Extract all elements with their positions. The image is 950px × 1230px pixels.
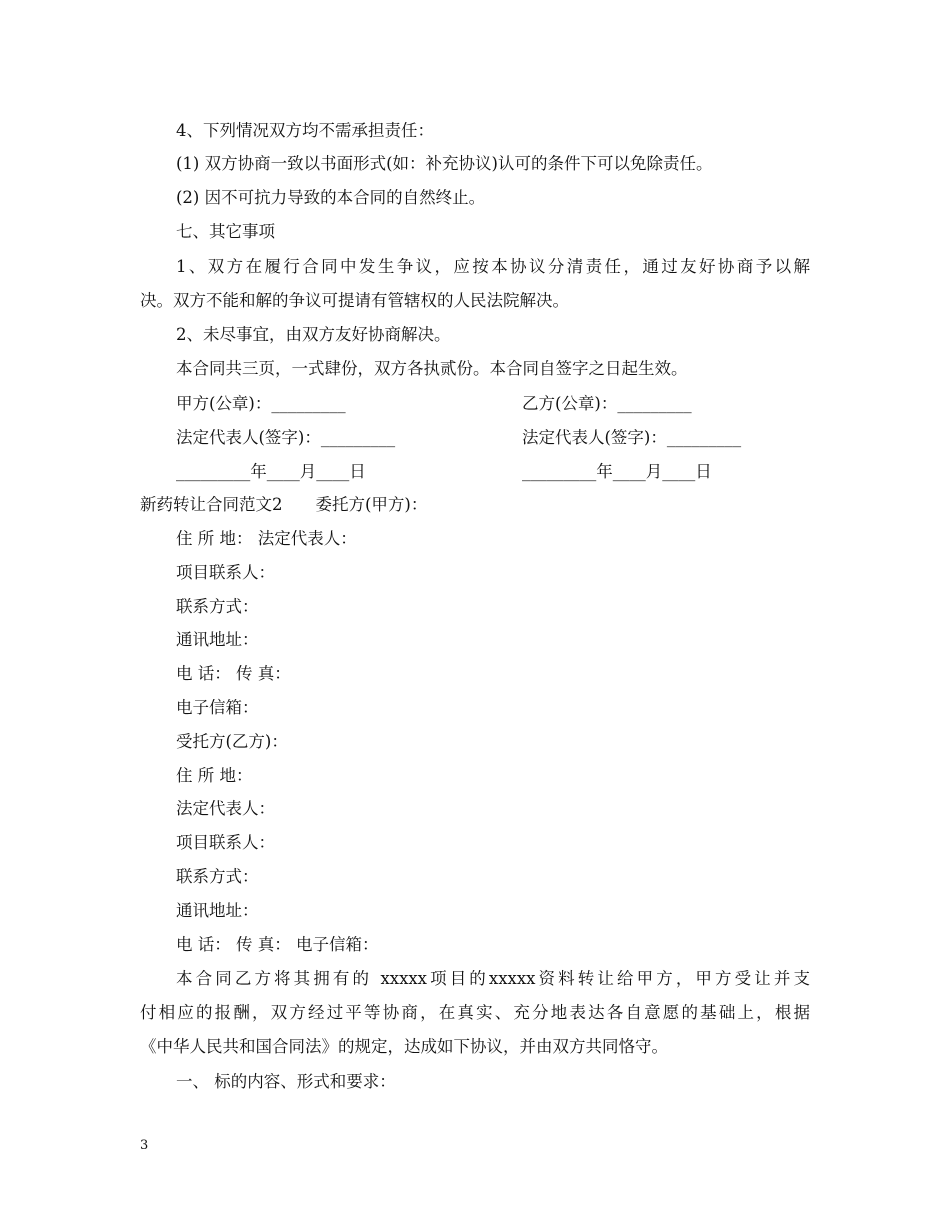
clause-4-item-1: (1) 双方协商一致以书面形式(如：补充协议)认可的条件下可以免除责任。 xyxy=(176,154,713,173)
section-1-heading: 一、 标的内容、形式和要求： xyxy=(176,1072,396,1091)
sample-2-title: 新药转让合同范文2 委托方(甲方)： xyxy=(140,495,428,514)
principal-contact-field: 项目联系人： xyxy=(176,563,275,582)
section-7-item-2: 2、未尽事宜，由双方友好协商解决。 xyxy=(176,325,451,344)
effective-clause: 本合同共三页，一式肆份，双方各执贰份。本合同自签字之日起生效。 xyxy=(176,359,688,378)
section-7-item-1-line-2: 决。双方不能和解的争议可提请有管辖权的人民法院解决。 xyxy=(140,291,569,310)
principal-contact-method-field: 联系方式： xyxy=(176,597,259,616)
preamble-line-1: 本合同乙方将其拥有的 xxxxx项目的xxxxx资料转让给甲方，甲方受让并支 xyxy=(176,969,810,988)
party-b-seal-field: 乙方(公章)：_________ xyxy=(522,394,692,413)
party-a-date-field: _________年____月____日 xyxy=(176,462,366,481)
trustee-address-field: 住 所 地： xyxy=(176,766,253,785)
party-a-representative-field: 法定代表人(签字)：_________ xyxy=(176,428,396,447)
principal-email-field: 电子信箱： xyxy=(176,698,259,717)
party-b-representative-field: 法定代表人(签字)：_________ xyxy=(522,428,742,447)
trustee-representative-field: 法定代表人： xyxy=(176,799,275,818)
principal-phone-fax-field: 电 话： 传 真： xyxy=(176,664,291,683)
section-7-item-1-line-1: 1、双方在履行合同中发生争议，应按本协议分清责任，通过友好协商予以解 xyxy=(176,257,810,276)
preamble-line-2: 付相应的报酬，双方经过平等协商，在真实、充分地表达各自意愿的基础上，根据 xyxy=(140,1003,810,1022)
section-7-heading: 七、其它事项 xyxy=(176,222,275,241)
party-a-seal-field: 甲方(公章)：_________ xyxy=(176,394,346,413)
clause-4-heading: 4、下列情况双方均不需承担责任： xyxy=(176,121,434,140)
trustee-mailing-address-field: 通讯地址： xyxy=(176,901,259,920)
principal-mailing-address-field: 通讯地址： xyxy=(176,630,259,649)
trustee-heading: 受托方(乙方)： xyxy=(176,732,288,751)
party-b-date-field: _________年____月____日 xyxy=(522,462,712,481)
preamble-line-3: 《中华人民共和国合同法》的规定，达成如下协议，并由双方共同恪守。 xyxy=(140,1037,668,1056)
page-number: 3 xyxy=(140,1138,149,1153)
clause-4-item-2: (2) 因不可抗力导致的本合同的自然终止。 xyxy=(176,188,486,207)
trustee-phone-fax-email-field: 电 话： 传 真： 电子信箱： xyxy=(176,935,379,954)
trustee-contact-method-field: 联系方式： xyxy=(176,867,259,886)
trustee-contact-field: 项目联系人： xyxy=(176,833,275,852)
principal-address-field: 住 所 地： 法定代表人： xyxy=(176,529,357,548)
